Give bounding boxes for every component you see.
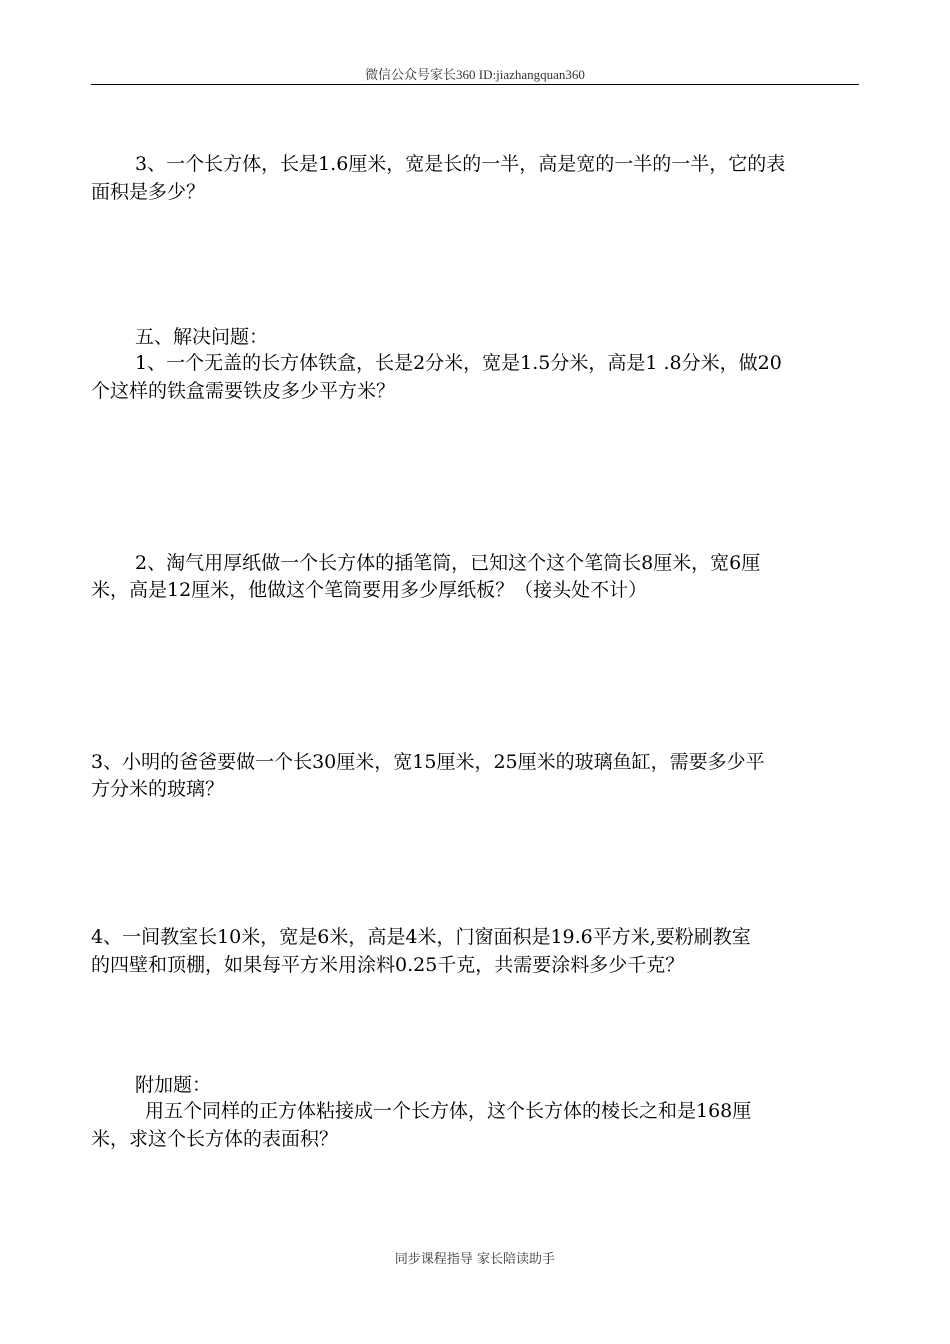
section-5-question-3-line-1: 3、小明的爸爸要做一个长30厘米，宽15厘米，25厘米的玻璃鱼缸，需要多少平 [91,751,765,773]
page-header: 微信公众号家长360 ID:jiazhangquan360 [365,67,585,82]
bonus-question-line-1: 用五个同样的正方体粘接成一个长方体，这个长方体的棱长之和是168厘 [145,1100,752,1122]
header-divider [91,84,859,85]
bonus-title: 附加题： [135,1074,212,1096]
section-5-question-2-line-1: 2、淘气用厚纸做一个长方体的插笔筒，已知这个这个笔筒长8厘米，宽6厘 [135,552,761,574]
question-3-line-1: 3、一个长方体，长是1.6厘米，宽是长的一半，高是宽的一半的一半，它的表 [135,153,786,175]
section-5-question-4-line-2: 的四壁和顶棚，如果每平方米用涂料0.25千克，共需要涂料多少千克？ [91,954,685,976]
question-3-line-2: 面积是多少？ [91,181,206,203]
page-footer: 同步课程指导 家长陪读助手 [394,1252,556,1267]
section-5-question-4-line-1: 4、一间教室长10米，宽是6米，高是4米，门窗面积是19.6平方米,要粉刷教室 [91,926,751,948]
section-5-question-1-line-1: 1、一个无盖的长方体铁盒，长是2分米，宽是1.5分米，高是1 .8分米，做20 [135,352,782,374]
section-5-question-2-line-2: 米，高是12厘米，他做这个笔筒要用多少厚纸板？（接头处不计） [91,579,648,601]
section-5-question-1-line-2: 个这样的铁盒需要铁皮多少平方米？ [91,380,396,402]
section-5-title: 五、解决问题： [135,326,269,348]
bonus-question-line-2: 米，求这个长方体的表面积？ [91,1128,339,1150]
section-5-question-3-line-2: 方分米的玻璃？ [91,778,225,800]
